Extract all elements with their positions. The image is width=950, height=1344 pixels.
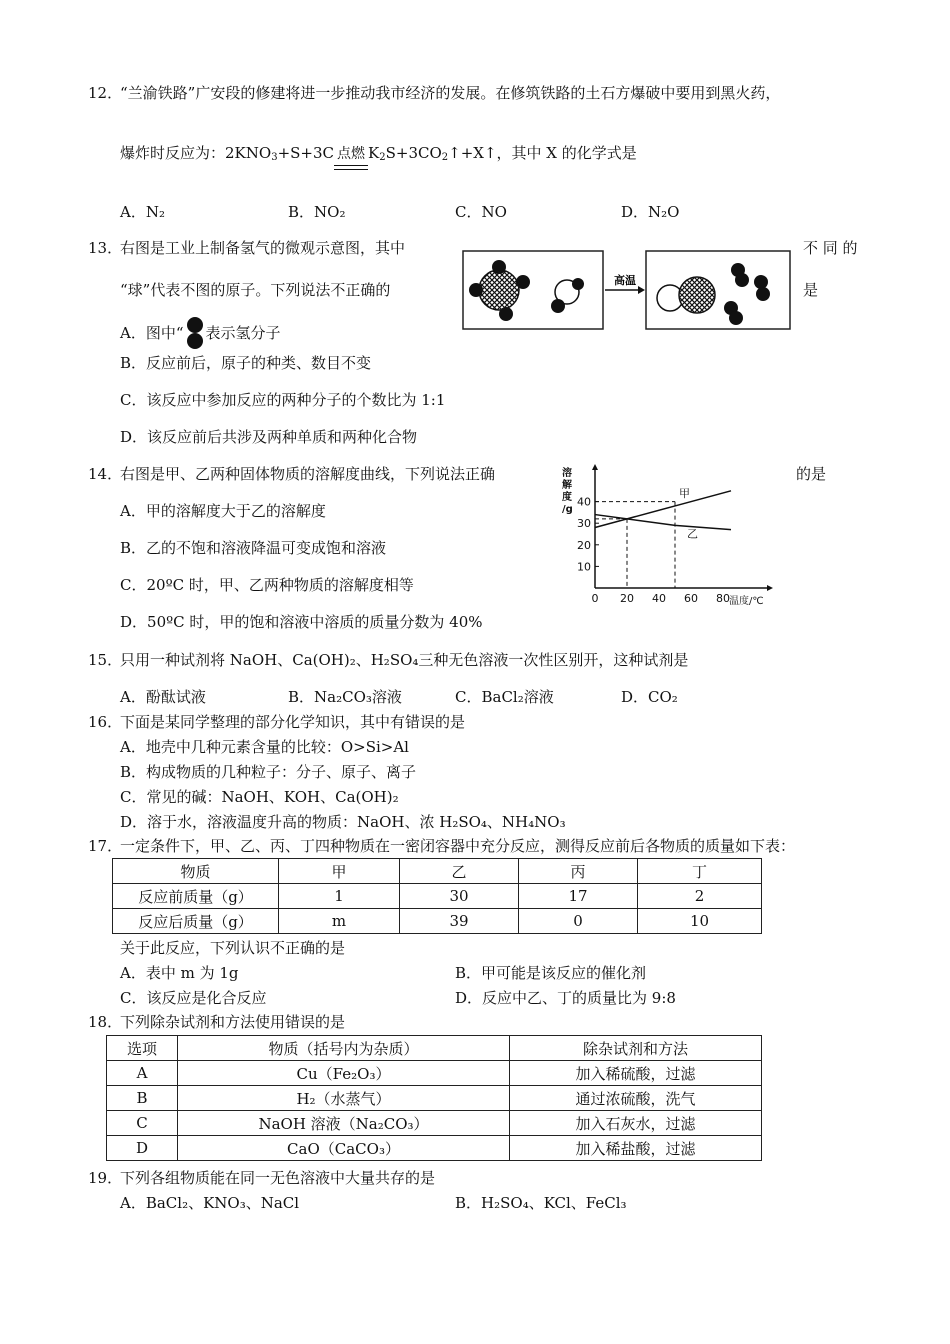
q16-option-b: B．构成物质的几种粒子：分子、原子、离子 [120,763,417,781]
x-tick-label: 80 [716,592,730,605]
table-cell: 反应后质量（g） [113,909,279,934]
x-tick-label: 60 [684,592,698,605]
table-cell: 17 [519,884,638,909]
arrow-label: 高温 [614,274,636,287]
q17-option-d: D．反应中乙、丁的质量比为 9:8 [455,989,676,1007]
q14-option-a: A．甲的溶解度大于乙的溶解度 [120,502,326,520]
y-tick-label: 20 [577,538,591,552]
q17-number: 17． [88,837,123,855]
q18-stem: 下列除杂试剂和方法使用错误的是 [120,1013,346,1031]
q17-stem: 一定条件下，甲、乙、丙、丁四种物质在一密闭容器中充分反应，测得反应前后各物质的质量如下表： [120,837,796,855]
q13-stem-line2-right: 是 [803,281,819,299]
table-cell: 30 [400,884,519,909]
x-axis-arrow [767,585,773,591]
q17-after-text: 关于此反应，下列认识不正确的是 [120,939,346,957]
q15-option-d: D．CO₂ [621,688,678,706]
table-cell: 39 [400,909,519,934]
q19-option-a: A．BaCl₂、KNO₃、NaCl [120,1194,300,1212]
y-axis-arrow [592,464,598,470]
table-cell: C [107,1111,178,1136]
y-tick-label: 10 [577,560,591,574]
q17-option-b: B．甲可能是该反应的催化剂 [455,964,647,982]
table-header-cell: 选项 [107,1036,178,1061]
table-header-cell: 丁 [638,859,762,884]
q12-option-c: C．NO [455,203,507,221]
table-header-row [113,859,762,884]
q12-number: 12． [88,84,123,102]
q13-stem-line1-right: 不 同 的 [803,239,858,257]
q14-option-b: B．乙的不饱和溶液降温可变成饱和溶液 [120,539,387,557]
table-cell: CaO（CaCO₃） [178,1136,510,1161]
y-axis-label: /g [562,504,573,515]
table-header-row [107,1036,762,1061]
table-cell: 2 [638,884,762,909]
x-tick-label: 20 [620,592,634,605]
q15-option-b: B．Na₂CO₃溶液 [288,688,402,706]
reaction-micro-diagram [462,250,792,332]
q16-option-d: D．溶于水，溶液温度升高的物质：NaOH、浓 H₂SO₄、NH₄NO₃ [120,813,566,831]
series-line [595,491,731,528]
table-cell: H₂（水蒸气） [178,1086,510,1111]
series-label: 乙 [687,527,698,541]
table-row [107,1111,762,1136]
q18-number: 18． [88,1013,123,1031]
q18-impurity-table [106,1035,762,1161]
y-axis-label: 度 [562,492,572,503]
q15-number: 15． [88,651,123,669]
series-label: 甲 [679,486,690,500]
q14-stem: 右图是甲、乙两种固体物质的溶解度曲线，下列说法正确 [120,465,496,483]
q17-mass-table [112,858,762,934]
table-header-cell: 丙 [519,859,638,884]
table-cell: Cu（Fe₂O₃） [178,1061,510,1086]
q13-option-d: D．该反应前后共涉及两种单质和两种化合物 [120,428,418,446]
table-row [107,1086,762,1111]
y-tick-label: 40 [577,495,591,509]
table-cell: NaOH 溶液（Na₂CO₃） [178,1111,510,1136]
reaction-condition: 点燃 [334,144,368,164]
q13-option-b: B．反应前后，原子的种类、数目不变 [120,354,372,372]
q12-option-b: B．NO₂ [288,203,346,221]
table-cell: 反应前质量（g） [113,884,279,909]
table-cell: D [107,1136,178,1161]
solubility-chart [560,462,775,610]
q14-number: 14． [88,465,123,483]
q17-option-a: A．表中 m 为 1g [120,964,239,982]
q14-option-d: D．50ºC 时，甲的饱和溶液中溶质的质量分数为 40% [120,613,483,631]
x-tick-label: 0 [591,592,599,605]
x-tick-label: 40 [652,592,666,605]
q13-stem-line2: “球”代表不图的原子。下列说法不正确的 [120,281,391,299]
table-cell: 加入稀硫酸，过滤 [510,1061,762,1086]
q16-number: 16． [88,713,123,731]
table-cell: 通过浓硫酸，洗气 [510,1086,762,1111]
q19-number: 19． [88,1169,123,1187]
q14-option-c: C．20ºC 时，甲、乙两种物质的溶解度相等 [120,576,414,594]
q19-option-b: B．H₂SO₄、KCl、FeCl₃ [455,1194,627,1212]
q14-stem-right: 的是 [796,465,827,483]
table-header-cell: 物质（括号内为杂质） [178,1036,510,1061]
table-cell: 加入稀盐酸，过滤 [510,1136,762,1161]
hydrogen-molecule-icon [184,316,206,352]
table-cell: 1 [279,884,400,909]
table-cell: A [107,1061,178,1086]
table-row [113,884,762,909]
table-row [113,909,762,934]
table-cell: 10 [638,909,762,934]
table-header-cell: 物质 [113,859,279,884]
table-header-cell: 除杂试剂和方法 [510,1036,762,1061]
table-header-cell: 甲 [279,859,400,884]
q12-option-a: A．N₂ [120,203,165,221]
q15-option-a: A．酚酞试液 [120,688,206,706]
q16-option-c: C．常见的碱：NaOH、KOH、Ca(OH)₂ [120,788,399,806]
y-tick-label: 30 [577,517,591,531]
q16-stem: 下面是某同学整理的部分化学知识，其中有错误的是 [120,713,466,731]
table-row [107,1061,762,1086]
table-row [107,1136,762,1161]
table-cell: 加入石灰水，过滤 [510,1111,762,1136]
q13-option-a: A．图中“ 表示氢分子 [120,316,281,352]
x-axis-label: 温度/℃ [729,596,764,607]
q12-stem: “兰渝铁路”广安段的修建将进一步推动我市经济的发展。在修筑铁路的土石方爆破中要用到黑火药， [120,84,781,102]
q13-number: 13． [88,239,123,257]
q16-option-a: A．地壳中几种元素含量的比较：O>Si>Al [120,738,409,756]
q12-option-d: D．N₂O [621,203,680,221]
y-axis-label: 溶 [562,468,572,479]
q17-option-c: C．该反应是化合反应 [120,989,267,1007]
q12-equation: 爆炸时反应为：$2KNO_3+S+3C$ 点燃 $K_2S+3CO_2↑+X↑$，其中 X 的化学式是 [120,144,637,163]
y-axis-label: 解 [562,480,572,491]
q15-stem: 只用一种试剂将 NaOH、Ca(OH)₂、H₂SO₄三种无色溶液一次性区别开，这种试剂是 [120,651,689,669]
q19-stem: 下列各组物质能在同一无色溶液中大量共存的是 [120,1169,436,1187]
table-cell: m [279,909,400,934]
q13-option-c: C．该反应中参加反应的两种分子的个数比为 1:1 [120,391,446,409]
table-cell: 0 [519,909,638,934]
q15-option-c: C．BaCl₂溶液 [455,688,554,706]
table-header-cell: 乙 [400,859,519,884]
q13-stem-line1: 右图是工业上制备氢气的微观示意图，其中 [120,239,406,257]
table-cell: B [107,1086,178,1111]
